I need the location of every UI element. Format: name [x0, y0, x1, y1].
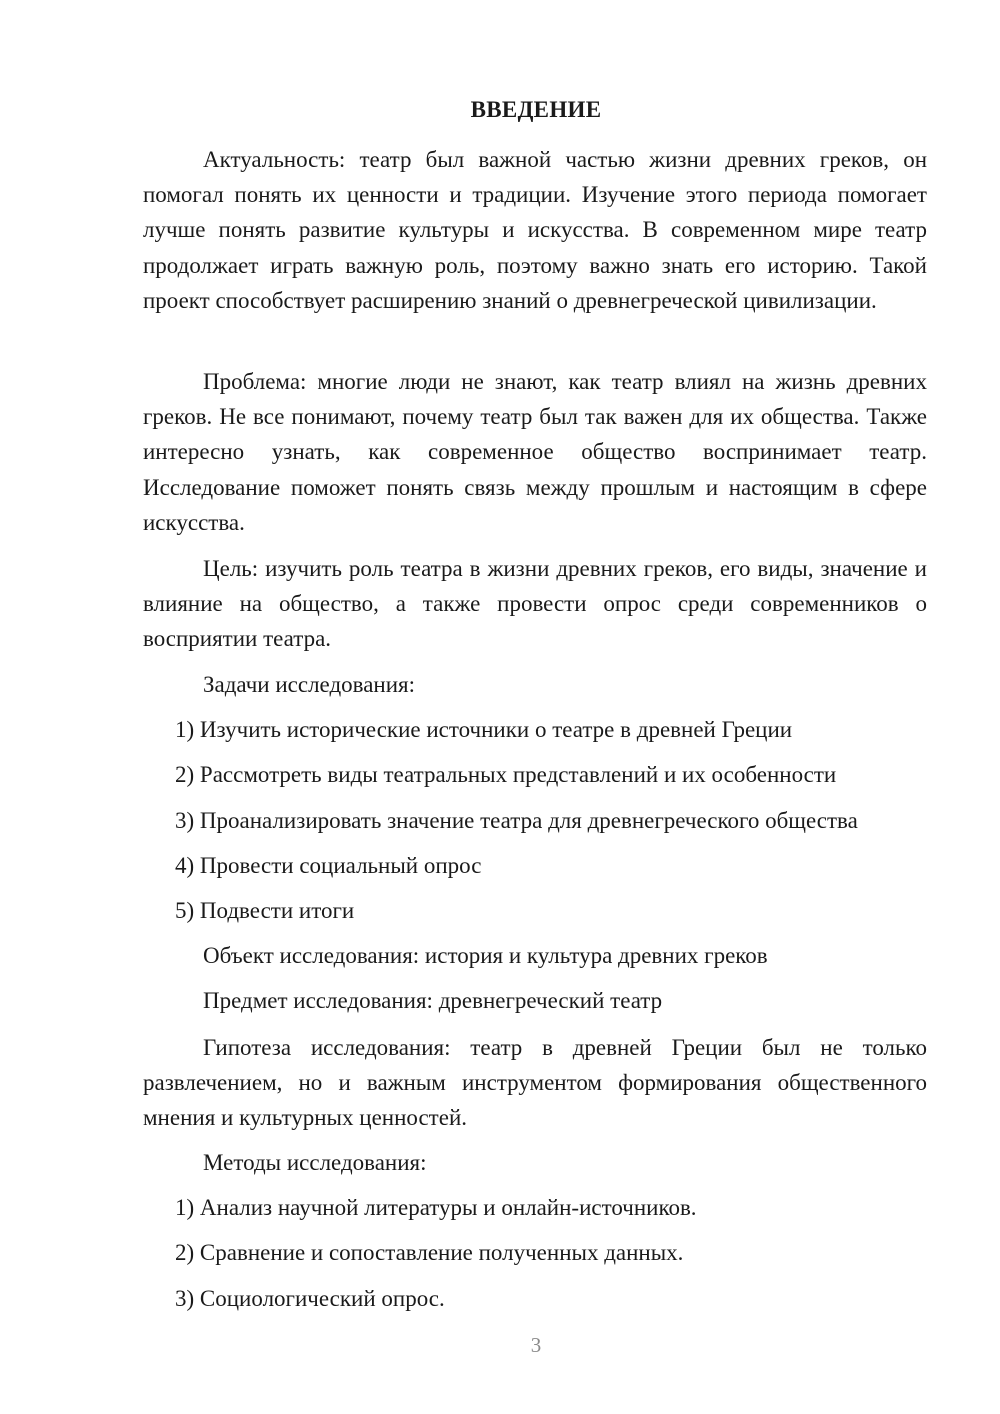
method-item: 1) Анализ научной литературы и онлайн-источников.	[175, 1195, 697, 1220]
research-subject: Предмет исследования: древнегреческий театр	[203, 988, 663, 1013]
method-item: 2) Сравнение и сопоставление полученных данных.	[175, 1240, 684, 1265]
task-item: 5) Подвести итоги	[175, 898, 355, 923]
goal-paragraph: Цель: изучить роль театра в жизни древних греков, его виды, значение и влияние на общество, а также провести опрос среди современников о восприятии театра.	[143, 556, 927, 652]
problem-paragraph: Проблема: многие люди не знают, как театр влиял на жизнь древних греков. Не все понимают, почему театр был так важен для их общества. Также интересно узнать, как современное общество воспринимает театр. Исследование поможет понять связь между прошлым и настоящим в сфере искусства.	[143, 369, 927, 535]
research-object: Объект исследования: история и культура древних греков	[203, 943, 768, 968]
tasks-heading: Задачи исследования:	[203, 672, 416, 697]
relevance-paragraph: Актуальность: театр был важной частью жизни древних греков, он помогал понять их ценности и традиции. Изучение этого периода помогает лучше понять развитие культуры и искусства. В современном мире театр продолжает играть важную роль, поэтому важно знать его историю. Такой проект способствует расширению знаний о древнегреческой цивилизации.	[143, 147, 927, 313]
page-title: ВВЕДЕНИЕ	[470, 97, 602, 122]
methods-heading: Методы исследования:	[203, 1150, 427, 1175]
task-item: 4) Провести социальный опрос	[175, 853, 482, 878]
method-item: 3) Социологический опрос.	[175, 1286, 445, 1311]
task-item: 1) Изучить исторические источники о театре в древней Греции	[175, 717, 793, 742]
hypothesis-paragraph: Гипотеза исследования: театр в древней Греции был не только развлечением, но и важным инструментом формирования общественного мнения и культурных ценностей.	[143, 1035, 927, 1131]
task-item: 2) Рассмотреть виды театральных представлений и их особенности	[175, 762, 837, 787]
page-number: 3	[530, 1333, 542, 1357]
task-item: 3) Проанализировать значение театра для древнегреческого общества	[175, 808, 858, 833]
